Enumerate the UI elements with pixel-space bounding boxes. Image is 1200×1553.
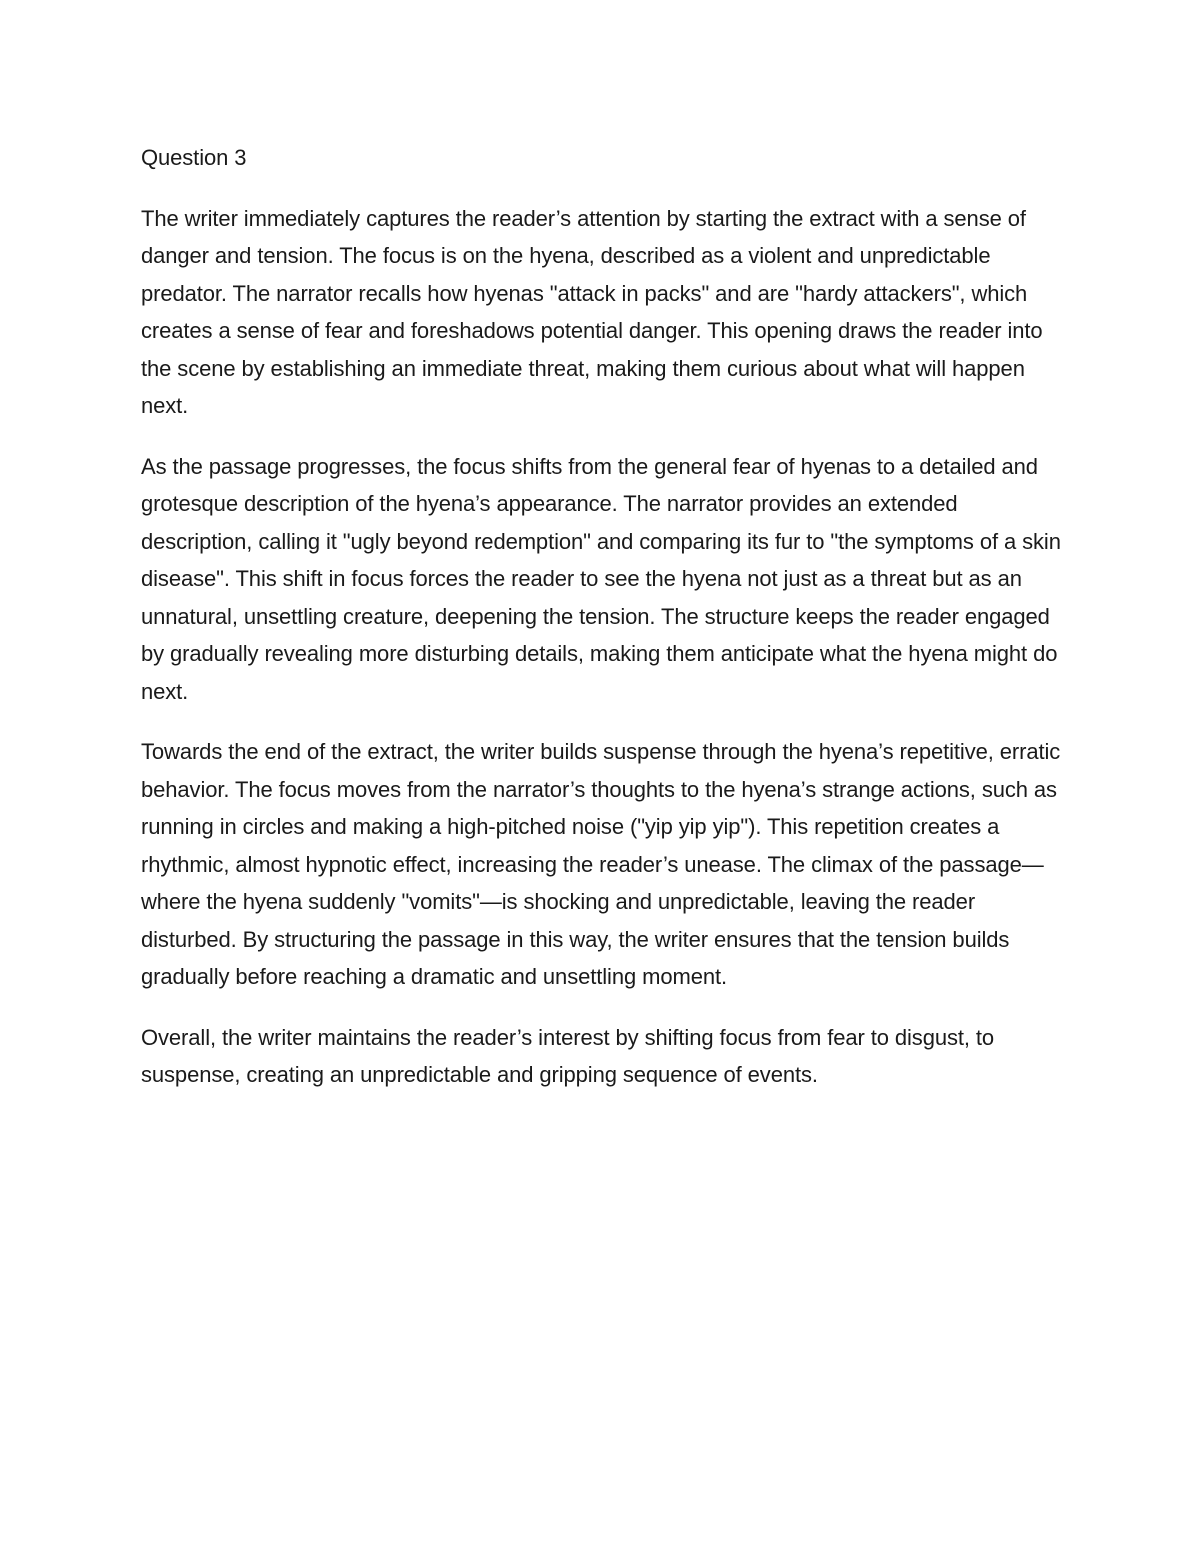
document-body: [141, 139, 1066, 1117]
question-heading: Question 3: [141, 145, 247, 170]
paragraph-progression: As the passage progresses, the focus shifts from the general fear of hyenas to a detailed and grotesque description of the hyena’s appearance. The narrator provides an extended description, calling it "ugly beyond redemption" and comparing its fur to "the symptoms of a skin disease". This shift in focus forces the reader to see the hyena not just as a threat but as an unnatural, unsettling creature, deepening the tension. The structure keeps the reader engaged by gradually revealing more disturbing details, making them anticipate what the hyena might do next.: [141, 453, 1061, 704]
paragraph-ending: Towards the end of the extract, the writer builds suspense through the hyena’s repetitive, erratic behavior. The focus moves from the narrator’s thoughts to the hyena’s strange actions, such as running in circles and making a high-pitched noise ("yip yip yip"). This repetition creates a rhythmic, almost hypnotic effect, increasing the reader’s unease. The climax of the passage—where the hyena suddenly "vomits"—is shocking and unpredictable, leaving the reader disturbed. By structuring the passage in this way, the writer ensures that the tension builds gradually before reaching a dramatic and unsettling moment.: [141, 739, 1061, 989]
paragraph-conclusion: Overall, the writer maintains the reader’s interest by shifting focus from fear to disgust, to suspense, creating an unpredictable and gripping sequence of events.: [141, 1024, 995, 1087]
paragraph-opening: The writer immediately captures the reader’s attention by starting the extract with a sense of danger and tension. The focus is on the hyena, described as a violent and unpredictable predator. The narrator recalls how hyenas "attack in packs" and are "hardy attackers", which creates a sense of fear and foreshadows potential danger. This opening draws the reader into the scene by establishing an immediate threat, making them curious about what will happen next.: [141, 205, 1043, 418]
